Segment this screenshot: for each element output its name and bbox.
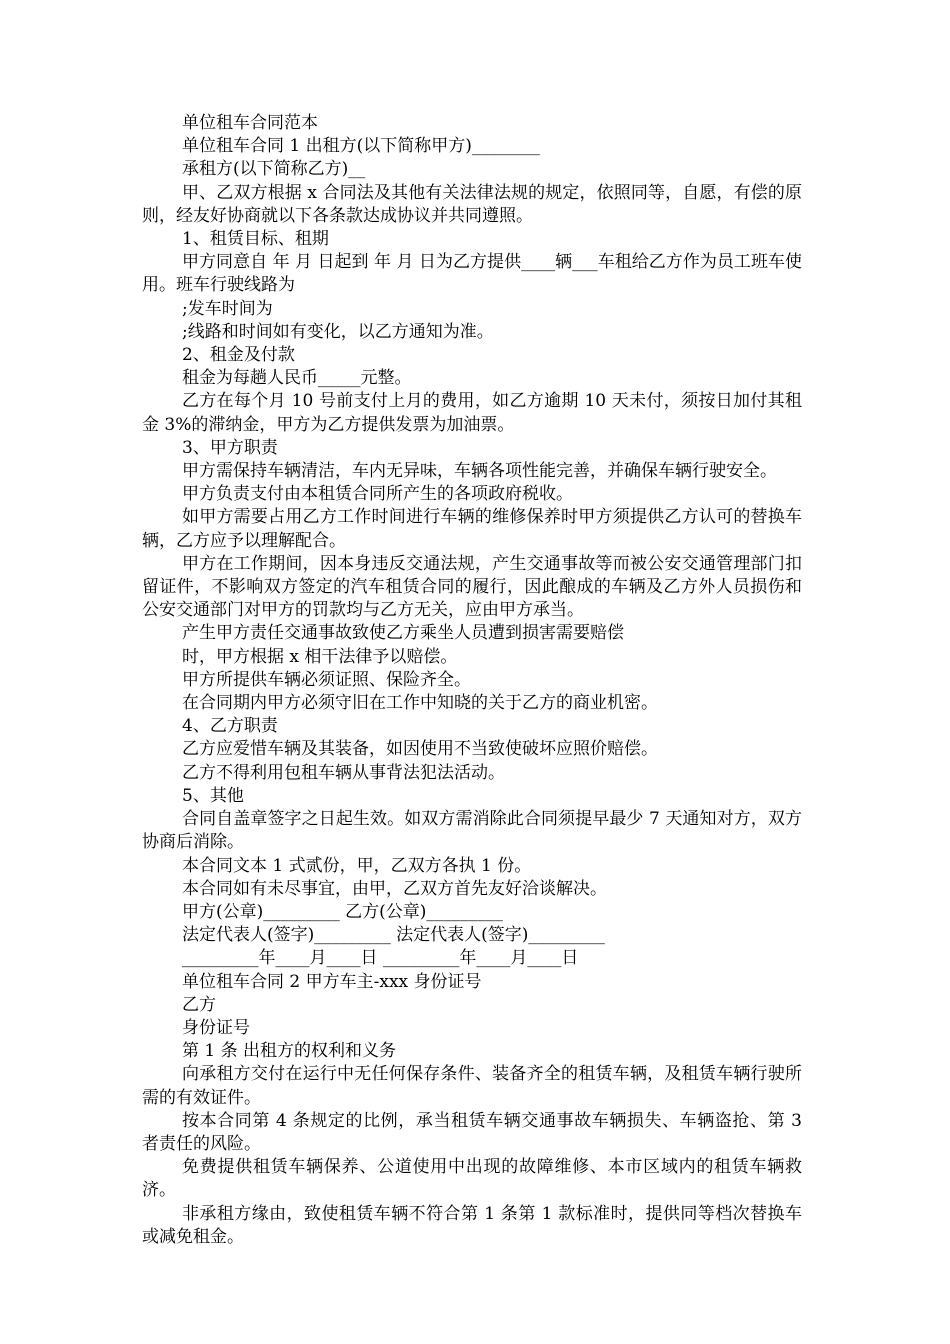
section-heading-4: 4、乙方职责 bbox=[182, 716, 278, 737]
paragraph: 甲方所提供车辆必须证照、保险齐全。 bbox=[182, 669, 471, 690]
paragraph: ;发车时间为 bbox=[182, 298, 273, 319]
seal-line: 甲方(公章)_________ 乙方(公章)_________ bbox=[182, 901, 503, 922]
id-number-line: 身份证号 bbox=[182, 1017, 250, 1038]
section-heading-3: 3、甲方职责 bbox=[182, 437, 278, 458]
document-body bbox=[142, 112, 802, 1249]
paragraph: 免费提供租赁车辆保养、公道使用中出现的故障维修、本市区域内的租赁车辆救济。 bbox=[142, 1157, 802, 1201]
article-1-heading: 第 1 条 出租方的权利和义务 bbox=[182, 1041, 397, 1062]
document-title: 单位租车合同范本 bbox=[182, 113, 318, 133]
section-heading-1: 1、租赁目标、租期 bbox=[182, 229, 329, 250]
paragraph: 甲方在工作期间，因本身违反交通法规，产生交通事故等而被公安交通管理部门扣留证件，不影响双方签定的汽车租赁合同的履行，因此酿成的车辆及乙方外人员损伤和公安交通部门对甲方的罚款均与乙方无关，应由甲方承当。 bbox=[142, 553, 802, 621]
paragraph: 如甲方需要占用乙方工作时间进行车辆的维修保养时甲方须提供乙方认可的替换车辆，乙方应予以理解配合。 bbox=[142, 507, 802, 551]
paragraph: ;线路和时间如有变化，以乙方通知为准。 bbox=[182, 321, 494, 342]
paragraph: 甲方负责支付由本租赁合同所产生的各项政府税收。 bbox=[182, 484, 573, 505]
paragraph: 合同自盖章签字之日起生效。如双方需消除此合同须提早最少 7 天通知对方，双方协商后消除。 bbox=[142, 809, 802, 853]
lessee-line: 承租方(以下简称乙方)__ bbox=[182, 159, 366, 180]
paragraph: 本合同文本 1 式贰份，甲，乙双方各执 1 份。 bbox=[182, 855, 532, 876]
contract-1-lessor-line: 单位租车合同 1 出租方(以下简称甲方)________ bbox=[182, 136, 540, 157]
paragraph: 乙方在每个月 10 号前支付上月的费用，如乙方逾期 10 天未付，须按日加付其租金 3%的滞纳金，甲方为乙方提供发票为加油票。 bbox=[142, 391, 802, 435]
paragraph: 乙方不得利用包租车辆从事背法犯法活动。 bbox=[182, 762, 505, 783]
party-b-line: 乙方 bbox=[182, 994, 216, 1015]
paragraph: 在合同期内甲方必须守旧在工作中知晓的关于乙方的商业机密。 bbox=[182, 693, 658, 714]
paragraph: 甲方同意自 年 月 日起到 年 月 日为乙方提供____辆___车租给乙方作为员工班车使用。班车行驶线路为 bbox=[142, 252, 802, 296]
paragraph: 租金为每趟人民币_____元整。 bbox=[182, 368, 412, 389]
section-heading-5: 5、其他 bbox=[182, 785, 244, 806]
preamble-paragraph: 甲、乙双方根据 x 合同法及其他有关法律法规的规定，依照同等，自愿，有偿的原则，经友好协商就以下各条款达成协议并共同遵照。 bbox=[142, 182, 802, 226]
paragraph: 时，甲方根据 x 相干法律予以赔偿。 bbox=[182, 646, 458, 667]
paragraph: 乙方应爱惜车辆及其装备，如因使用不当致使破坏应照价赔偿。 bbox=[182, 739, 658, 760]
contract-2-heading: 单位租车合同 2 甲方车主-xxx 身份证号 bbox=[182, 971, 482, 992]
paragraph: 非承租方缘由，致使租赁车辆不符合第 1 条第 1 款标准时，提供同等档次替换车或减免租金。 bbox=[142, 1203, 802, 1247]
signature-line: 法定代表人(签字)_________ 法定代表人(签字)_________ bbox=[182, 925, 605, 946]
paragraph: 向承租方交付在运行中无任何保存条件、装备齐全的租赁车辆，及租赁车辆行驶所需的有效证件。 bbox=[142, 1064, 802, 1108]
section-heading-2: 2、租金及付款 bbox=[182, 345, 295, 366]
date-line: _________年____月____日 _________年____月____日 bbox=[182, 948, 579, 969]
paragraph: 甲方需保持车辆清洁，车内无异味，车辆各项性能完善，并确保车辆行驶安全。 bbox=[182, 461, 777, 482]
paragraph: 按本合同第 4 条规定的比例，承当租赁车辆交通事故车辆损失、车辆盗抢、第 3 者责任的风险。 bbox=[142, 1110, 802, 1154]
paragraph: 产生甲方责任交通事故致使乙方乘坐人员遭到损害需要赔偿 bbox=[182, 623, 624, 644]
paragraph: 本合同如有未尽事宜，由甲，乙双方首先友好洽谈解决。 bbox=[182, 878, 607, 899]
